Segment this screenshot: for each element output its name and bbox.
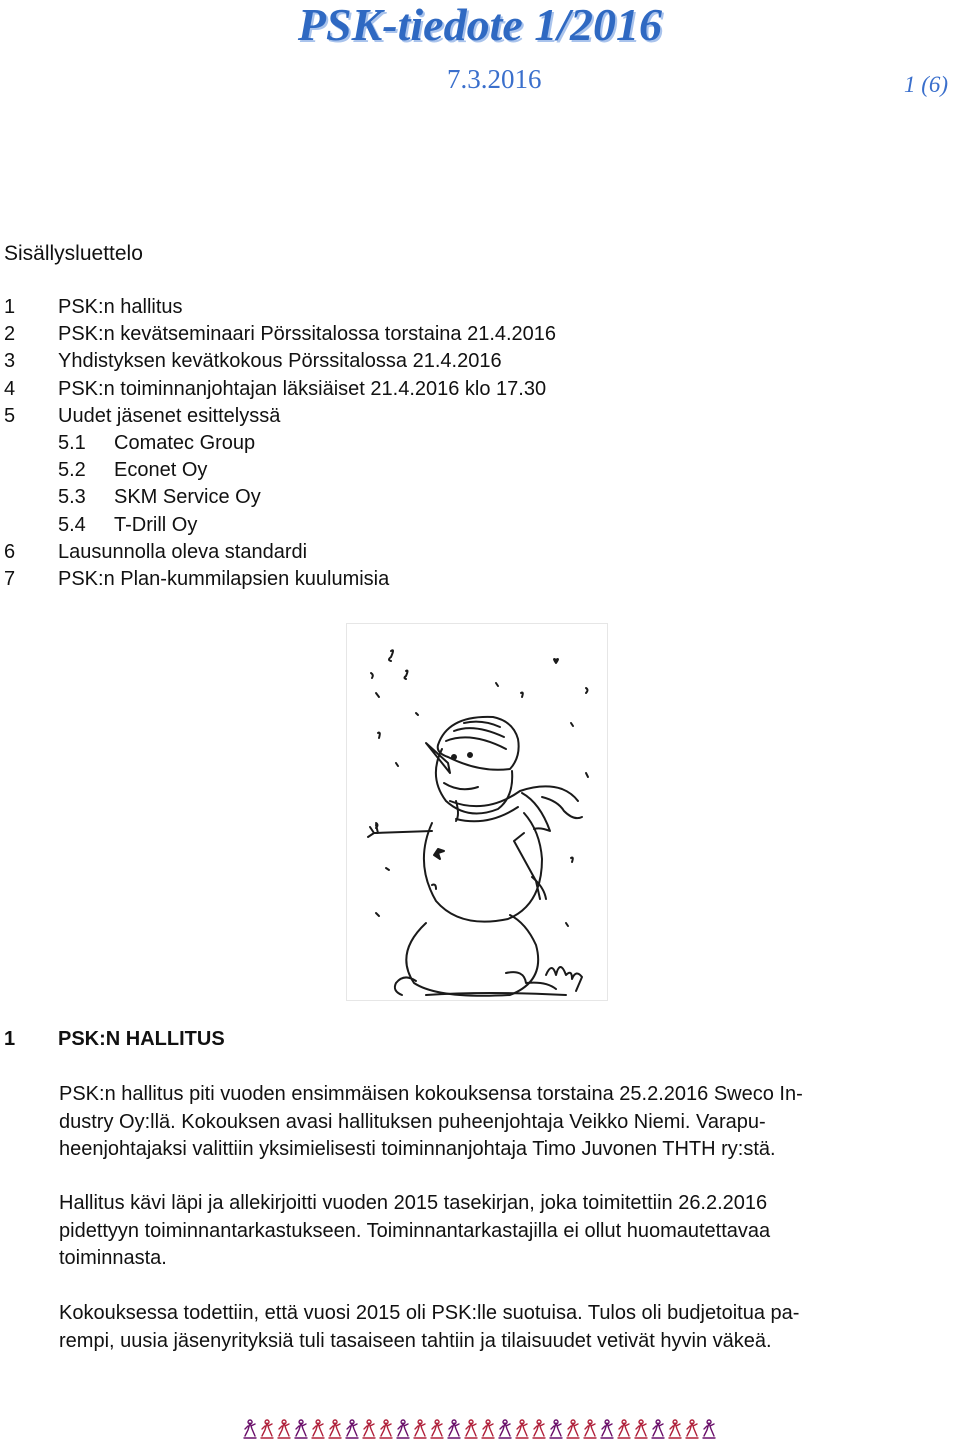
toc-item[interactable] (4, 321, 556, 348)
skier-figure-icon (448, 1420, 460, 1438)
paragraph-line: rempi, uusia jäsenyrityksiä tuli tasaiseen tahtiin ja tilaisuudet vetivät hyvin väkeä. (59, 1329, 772, 1352)
paragraph-annual-report (59, 1190, 919, 1273)
toc-item[interactable] (4, 376, 556, 403)
newsletter-title: PSK-tiedote 1/2016 (297, 0, 663, 50)
toc-heading: Sisällysluettelo (4, 242, 143, 265)
toc-item[interactable] (4, 539, 556, 566)
snowman-drawing-icon (346, 623, 608, 1001)
skier-figure-icon (414, 1420, 426, 1438)
paragraph-line: Kokouksessa todettiin, että vuosi 2015 oli PSK:lle suotuisa. Tulos oli budjetoitua pa- (59, 1302, 800, 1324)
paragraph-line: PSK:n hallitus piti vuoden ensimmäisen kokouksensa torstaina 25.2.2016 Sweco In- (59, 1083, 803, 1105)
toc-item[interactable] (4, 566, 556, 593)
skier-figure-icon (482, 1420, 494, 1438)
toc-subitem[interactable] (4, 430, 556, 457)
skier-figure-icon (431, 1420, 443, 1438)
paragraph-year-summary (59, 1300, 919, 1355)
skier-band-icon (240, 1416, 720, 1440)
toc-item-number: 4 (4, 377, 16, 400)
paragraph-line: pidettyyn toiminnantarkastukseen. Toiminnantarkastajilla ei ollut huomautettavaa (59, 1219, 771, 1242)
toc-item[interactable] (4, 294, 556, 321)
toc-item-text: Comatec Group (114, 431, 256, 454)
toc-item-number: 5.1 (58, 431, 86, 454)
toc-item-text: Uudet jäsenet esittelyssä (58, 404, 281, 427)
skier-figure-icon (533, 1420, 545, 1438)
skier-figure-icon (635, 1420, 647, 1438)
skier-figure-icon (278, 1420, 290, 1438)
toc-item-text: T-Drill Oy (114, 513, 198, 536)
skier-figure-icon (567, 1420, 579, 1438)
paragraph-line: toiminnasta. (59, 1247, 167, 1269)
skier-figure-icon (686, 1420, 698, 1438)
skier-figure-icon (363, 1420, 375, 1438)
paragraph-board-meeting (59, 1081, 919, 1164)
paragraph-line: dustry Oy:llä. Kokouksen avasi hallituksen puheenjohtaja Veikko Niemi. Varapu- (59, 1110, 766, 1133)
toc-item-text: PSK:n kevätseminaari Pörssitalossa torstaina 21.4.2016 (58, 323, 557, 346)
toc-item-number: 5 (4, 404, 16, 427)
skier-figure-icon (618, 1420, 630, 1438)
skier-figure-icon (550, 1420, 562, 1438)
toc-item-number: 3 (4, 350, 16, 373)
skier-figure-icon (465, 1420, 477, 1438)
table-of-contents (4, 294, 556, 593)
footer-decoration (240, 1416, 720, 1445)
snowman-illustration (346, 623, 608, 1006)
toc-item-text: Lausunnolla oleva standardi (58, 540, 308, 563)
toc-item-text: SKM Service Oy (114, 486, 261, 509)
skier-figure-icon (601, 1420, 613, 1438)
section-number: 1 (4, 1028, 16, 1050)
toc-item-number: 5.2 (58, 459, 86, 482)
toc-item[interactable] (4, 403, 556, 430)
toc-subitem[interactable] (4, 457, 556, 484)
skier-figure-icon (584, 1420, 596, 1438)
toc-item-number: 5.3 (58, 486, 86, 509)
skier-figure-icon (295, 1420, 307, 1438)
toc-subitem[interactable] (4, 484, 556, 511)
toc-item-number: 1 (4, 296, 16, 318)
skier-figure-icon (499, 1420, 511, 1438)
page-number: 1 (6) (904, 72, 949, 97)
toc-item-number: 2 (4, 323, 16, 346)
skier-figure-icon (346, 1420, 358, 1438)
newsletter-date: 7.3.2016 (447, 64, 542, 94)
section-heading (4, 1028, 225, 1051)
toc-item-number: 7 (4, 567, 16, 590)
paragraph-line: Hallitus kävi läpi ja allekirjoitti vuoden 2015 tasekirjan, joka toimitettiin 26.2.2016 (59, 1192, 768, 1214)
toc-item[interactable] (4, 348, 556, 375)
skier-figure-icon (516, 1420, 528, 1438)
toc-item-text: PSK:n hallitus (58, 296, 183, 318)
skier-figure-icon (329, 1420, 341, 1438)
toc-subitem[interactable] (4, 512, 556, 539)
skier-figure-icon (703, 1420, 715, 1438)
skier-figure-icon (244, 1420, 256, 1438)
toc-item-number: 5.4 (58, 513, 86, 536)
toc-item-text: Yhdistyksen kevätkokous Pörssitalossa 21.4.2016 (58, 350, 502, 373)
section-title: PSK:N HALLITUS (58, 1028, 225, 1050)
skier-figure-icon (652, 1420, 664, 1438)
skier-figure-icon (312, 1420, 324, 1438)
paragraph-line: heenjohtajaksi valittiin yksimielisesti toiminnanjohtaja Timo Juvonen THTH ry:stä. (59, 1138, 776, 1160)
skier-figure-icon (397, 1420, 409, 1438)
skier-figure-icon (669, 1420, 681, 1438)
skier-figure-icon (261, 1420, 273, 1438)
toc-item-number: 6 (4, 540, 16, 563)
toc-item-text: Econet Oy (114, 459, 208, 482)
toc-item-text: PSK:n Plan-kummilapsien kuulumisia (58, 567, 390, 590)
skier-figure-icon (380, 1420, 392, 1438)
toc-item-text: PSK:n toiminnanjohtajan läksiäiset 21.4.2016 klo 17.30 (58, 377, 547, 400)
